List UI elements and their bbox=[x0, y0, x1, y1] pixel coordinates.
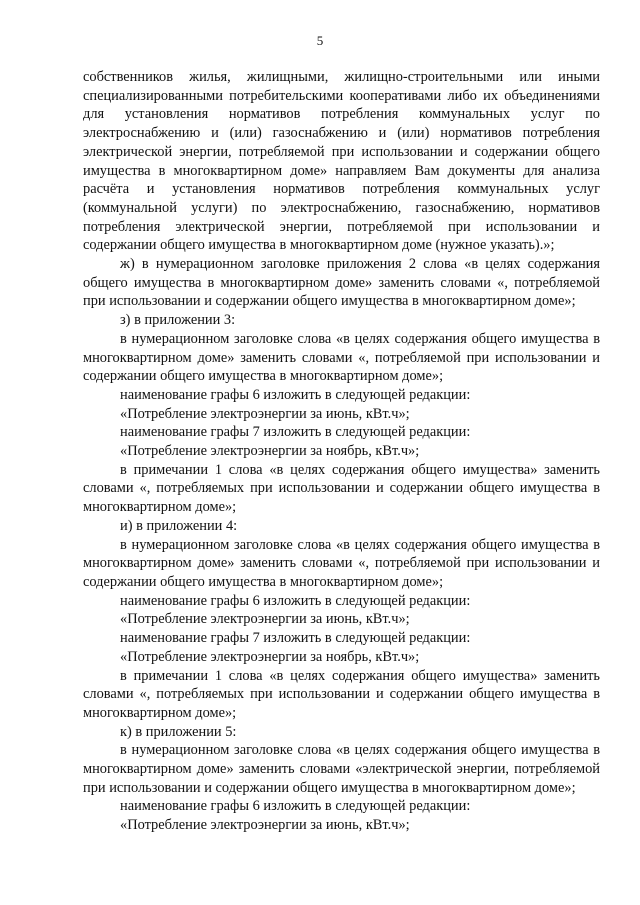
paragraph: в нумерационном заголовке слова «в целях содержания общего имущества в многоквартирном доме» заменить словами «, потребляемой при использовании и содержании общего имущества в многоквартирном доме»; bbox=[83, 536, 600, 590]
paragraph: «Потребление электроэнергии за июнь, кВт.ч»; bbox=[120, 817, 410, 834]
paragraph: наименование графы 6 изложить в следующей редакции: bbox=[120, 592, 471, 609]
paragraph: собственников жилья, жилищными, жилищно-строительными или иными специализированными потребительскими кооперативами либо их объединениями для установления нормативов потребления коммунальных услуг по электроснабжению и (или) газоснабжению и (или) нормативов потребления электрической энергии, потребляемой при использовании и содержании общего имущества в многоквартирном доме» направляем Вам документы для анализа расчёта и установления нормативов потребления коммунальных услуг (коммунальной услуги) по электроснабжению, газоснабжению, нормативов потребления электрической энергии, потребляемой при использовании и содержании общего имущества в многоквартирном доме (нужное указать).»; bbox=[83, 69, 600, 254]
paragraph: «Потребление электроэнергии за ноябрь, кВт.ч»; bbox=[120, 443, 420, 460]
document-body bbox=[83, 68, 600, 835]
page-number: 5 bbox=[316, 33, 324, 48]
paragraph: в нумерационном заголовке слова «в целях содержания общего имущества в многоквартирном доме» заменить словами «, потребляемой при использовании и содержании общего имущества в многоквартирном доме»; bbox=[83, 330, 600, 385]
paragraph: «Потребление электроэнергии за ноябрь, кВт.ч»; bbox=[120, 648, 420, 665]
paragraph: з) в приложении 3: bbox=[120, 312, 236, 329]
paragraph: наименование графы 7 изложить в следующей редакции: bbox=[120, 630, 471, 647]
paragraph: ж) в нумерационном заголовке приложения 2 слова «в целях содержания общего имущества в многоквартирном доме» заменить словами «, потребляемой при использовании и содержании общего имущества в многоквартирном доме»; bbox=[83, 256, 600, 310]
paragraph: к) в приложении 5: bbox=[120, 723, 237, 740]
paragraph: наименование графы 6 изложить в следующей редакции: bbox=[120, 798, 471, 815]
paragraph: наименование графы 7 изложить в следующей редакции: bbox=[120, 424, 471, 441]
paragraph: «Потребление электроэнергии за июнь, кВт.ч»; bbox=[120, 405, 410, 422]
paragraph: наименование графы 6 изложить в следующей редакции: bbox=[120, 386, 471, 403]
paragraph: «Потребление электроэнергии за июнь, кВт.ч»; bbox=[120, 611, 410, 628]
paragraph: и) в приложении 4: bbox=[120, 517, 238, 534]
paragraph: в примечании 1 слова «в целях содержания общего имущества» заменить словами «, потребляемых при использовании и содержании общего имущества в многоквартирном доме»; bbox=[83, 667, 600, 721]
paragraph: в нумерационном заголовке слова «в целях содержания общего имущества в многоквартирном доме» заменить словами «электрической энергии, потребляемой при использовании и содержании общего имущества в многоквартирном доме»; bbox=[83, 742, 600, 796]
paragraph: в примечании 1 слова «в целях содержания общего имущества» заменить словами «, потребляемых при использовании и содержании общего имущества в многоквартирном доме»; bbox=[83, 461, 600, 516]
